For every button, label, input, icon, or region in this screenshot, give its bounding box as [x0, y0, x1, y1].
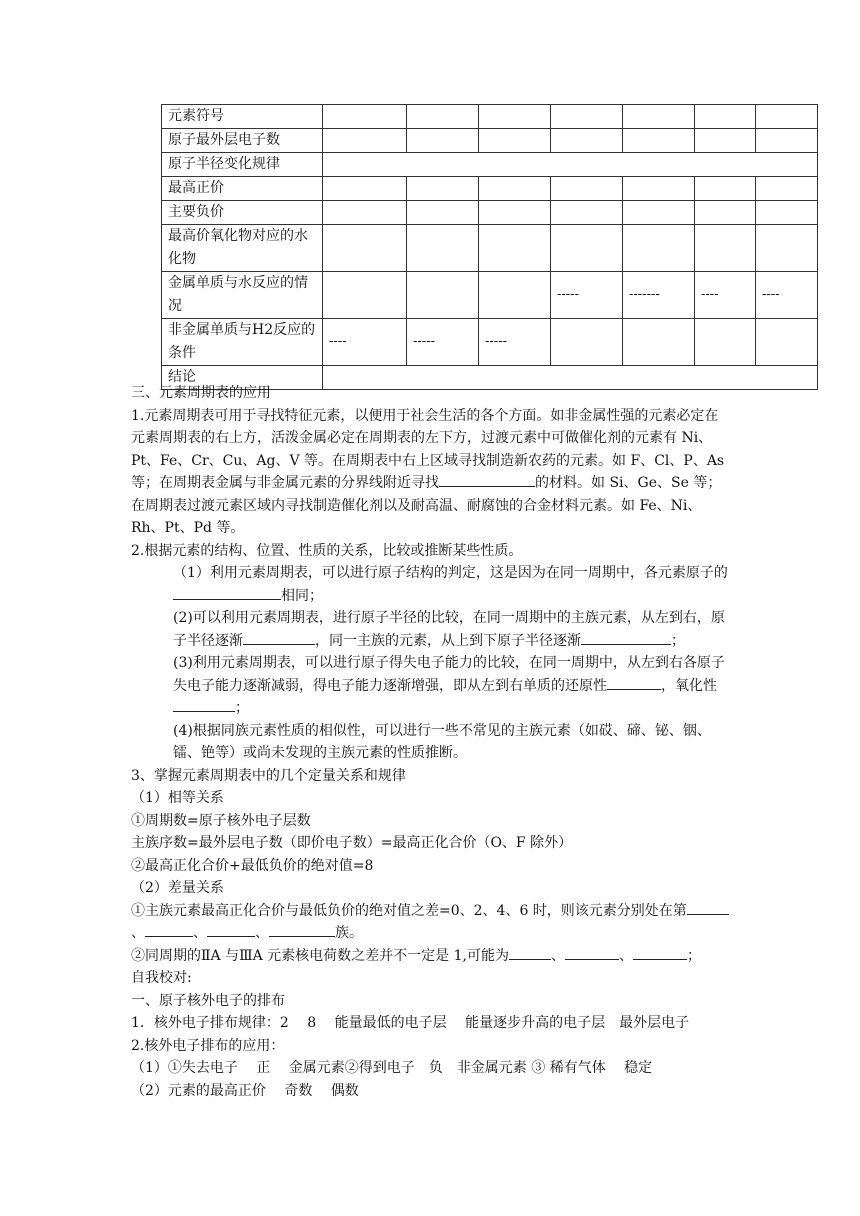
table-cell[interactable]	[756, 225, 818, 272]
paragraph: 自我校对:	[131, 970, 192, 986]
table-cell[interactable]	[407, 272, 479, 319]
table-row	[162, 177, 818, 201]
row-label: 金属单质与水反应的情况	[162, 272, 323, 319]
table-cell[interactable]	[551, 129, 623, 153]
table-cell[interactable]	[479, 129, 551, 153]
table-cell[interactable]: ----	[695, 272, 756, 319]
table-cell[interactable]	[756, 319, 818, 366]
row-label: 结论	[162, 366, 323, 390]
row-label: 最高正价	[162, 177, 323, 201]
paragraph: （1）相等关系	[131, 790, 224, 806]
table-cell[interactable]	[479, 105, 551, 129]
table-cell[interactable]: ----	[756, 272, 818, 319]
table-cell[interactable]: -----	[407, 319, 479, 366]
table-cell[interactable]	[323, 129, 407, 153]
blank[interactable]	[243, 630, 315, 645]
table-cell[interactable]: -----	[551, 272, 623, 319]
table-row	[162, 153, 818, 177]
section-title: 一、原子核外电子的排布	[131, 992, 285, 1009]
paragraph: 2.核外电子排布的应用：	[131, 1037, 285, 1054]
blank[interactable]	[173, 585, 281, 600]
table-row	[162, 319, 818, 366]
paragraph: ①主族元素最高正化合价与最低负价的绝对值之差=0、2、4、6 时，则该元素分别处在第、 、 、 族。	[131, 900, 731, 945]
blank[interactable]	[565, 945, 619, 960]
table-cell[interactable]: ----	[323, 319, 407, 366]
blank[interactable]	[207, 922, 255, 937]
paragraph: 主族序数=最外层电子数（即价电子数）=最高正化合价（O、F 除外）	[131, 835, 573, 851]
document-body	[131, 382, 731, 1102]
table-cell[interactable]	[695, 105, 756, 129]
blank[interactable]	[173, 697, 235, 712]
table-cell[interactable]	[756, 129, 818, 153]
row-label: 原子半径变化规律	[162, 153, 323, 177]
table-cell[interactable]	[623, 201, 695, 225]
table-cell[interactable]	[479, 225, 551, 272]
table-cell[interactable]	[695, 319, 756, 366]
paragraph: ①周期数=原子核外电子层数	[131, 812, 311, 829]
table-cell[interactable]: -------	[623, 272, 695, 319]
blank[interactable]	[633, 945, 687, 960]
paragraph: ②同周期的ⅡA 与ⅢA 元素核电荷数之差并不一定是 1,可能为 、 、 ；	[131, 945, 731, 968]
table-row	[162, 105, 818, 129]
table-row	[162, 129, 818, 153]
table-cell[interactable]	[623, 319, 695, 366]
blank[interactable]	[687, 900, 729, 915]
blank[interactable]	[145, 922, 193, 937]
table-cell[interactable]	[551, 201, 623, 225]
paragraph: (3)利用元素周期表，可以进行原子得失电子能力的比较，在同一周期中，从左到右各原子失电子能力逐渐减弱，得电子能力逐渐增强，即从左到右单质的还原性 ，氧化性；	[173, 655, 725, 716]
table-cell[interactable]	[323, 272, 407, 319]
paragraph: 1．核外电子排布规律：2 8 能量最低的电子层 能量逐步升高的电子层 最外层电子	[131, 1015, 690, 1031]
table-cell[interactable]	[695, 129, 756, 153]
table-cell[interactable]	[551, 105, 623, 129]
table-cell[interactable]	[623, 177, 695, 201]
blank[interactable]	[607, 675, 661, 690]
row-label: 非金属单质与H2反应的条件	[162, 319, 323, 366]
table-cell[interactable]	[695, 225, 756, 272]
table-cell[interactable]	[407, 105, 479, 129]
paragraph: 1.元素周期表可用于寻找特征元素，以便用于社会生活的各个方面。如非金属性强的元素必定在元素周期表的右上方，活泼金属必定在周期表的左下方，过渡元素中可做催化剂的元素有 Ni、Pt、Fe、Cr、Cu、Ag、V 等。在周期表中右上区域寻找制造新农药的元素。如 F、Cl、P、As 等；在周期表金属与非金属元素的分界线附近寻找 的材料。如 Si、Ge、Se 等；在周期表过渡元素区域内寻找制造催化剂以及耐高温、耐腐蚀的合金材料元素。如 Fe、Ni、Rh、Pt、Pd 等。	[131, 407, 725, 536]
row-label: 主要负价	[162, 201, 323, 225]
paragraph: 2.根据元素的结构、位置、性质的关系，比较或推断某些性质。	[131, 542, 523, 559]
table-cell[interactable]	[756, 177, 818, 201]
table-cell[interactable]	[479, 272, 551, 319]
table-cell[interactable]	[407, 201, 479, 225]
table-cell[interactable]	[623, 105, 695, 129]
table-cell[interactable]	[551, 319, 623, 366]
row-label: 元素符号	[162, 105, 323, 129]
table-cell[interactable]	[479, 177, 551, 201]
row-label: 最高价氧化物对应的水化物	[162, 225, 323, 272]
table-cell[interactable]	[551, 225, 623, 272]
table-cell[interactable]	[323, 201, 407, 225]
table-row	[162, 201, 818, 225]
periodic-property-table	[161, 104, 818, 390]
paragraph: （2）元素的最高正价 奇数 偶数	[131, 1082, 359, 1099]
paragraph: (2)可以利用元素周期表，进行原子半径的比较，在同一周期中的主族元素，从左到右，原子半径逐渐 ，同一主族的元素，从上到下原子半径逐渐 ；	[173, 610, 725, 649]
paragraph: (4)根据同族元素性质的相似性，可以进行一些不常见的主族元素（如砹、碲、铋、铟、镭、铯等）或尚未发现的主族元素的性质推断。	[173, 722, 711, 761]
section-title: 三、元素周期表的应用	[131, 385, 271, 401]
table-cell[interactable]	[407, 177, 479, 201]
blank[interactable]	[269, 922, 335, 937]
table-cell[interactable]	[756, 201, 818, 225]
blank[interactable]	[509, 945, 551, 960]
paragraph: （1）①失去电子 正 金属元素②得到电子 负 非金属元素 ③ 稀有气体 稳定	[131, 1060, 653, 1076]
table-cell[interactable]	[695, 201, 756, 225]
paragraph: 3、掌握元素周期表中的几个定量关系和规律	[131, 767, 406, 784]
table-cell[interactable]	[756, 105, 818, 129]
table-cell[interactable]	[323, 177, 407, 201]
paragraph: ②最高正化合价+最低负价的绝对值=8	[131, 857, 374, 874]
table-row	[162, 225, 818, 272]
table-cell[interactable]	[323, 105, 407, 129]
table-cell[interactable]	[695, 177, 756, 201]
table-cell[interactable]	[323, 225, 407, 272]
table-cell[interactable]	[407, 129, 479, 153]
merged-cell[interactable]	[323, 153, 818, 177]
table-cell[interactable]	[551, 177, 623, 201]
blank[interactable]	[581, 630, 671, 645]
table-cell[interactable]	[479, 201, 551, 225]
paragraph: （2）差量关系	[131, 880, 224, 896]
blank[interactable]	[439, 472, 535, 487]
row-label: 原子最外层电子数	[162, 129, 323, 153]
table-cell[interactable]	[623, 129, 695, 153]
table-cell[interactable]	[407, 225, 479, 272]
table-cell[interactable]: -----	[479, 319, 551, 366]
table-row	[162, 272, 818, 319]
paragraph: （1）利用元素周期表，可以进行原子结构的判定，这是因为在同一周期中，各元素原子的相同；	[173, 565, 728, 604]
table-cell[interactable]	[623, 225, 695, 272]
